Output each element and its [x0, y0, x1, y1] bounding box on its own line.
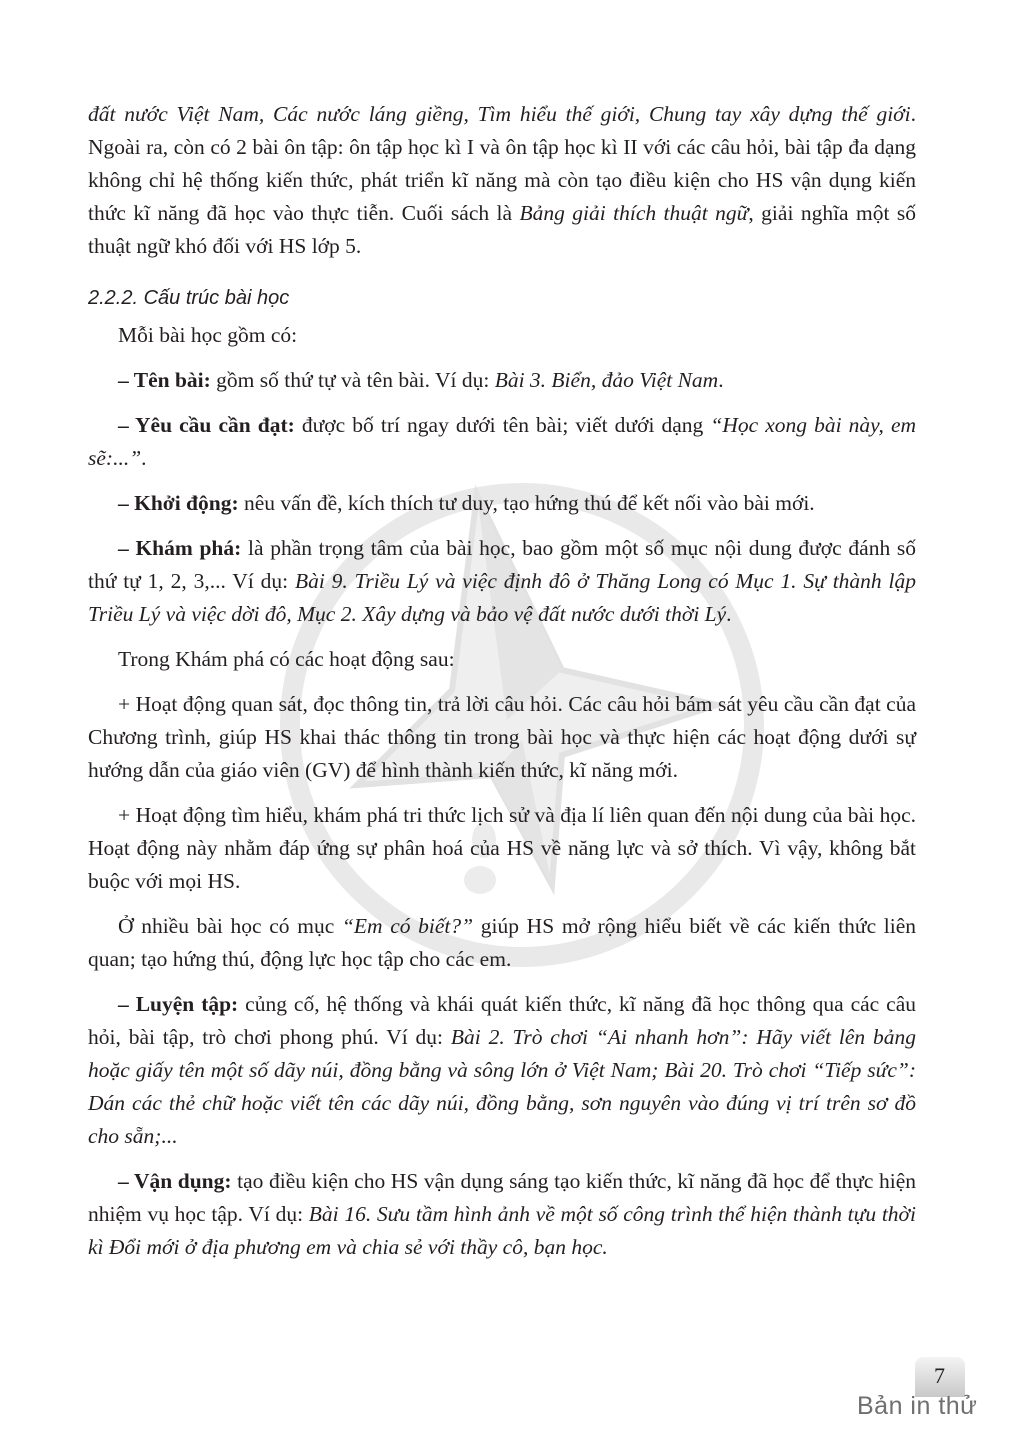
item-luyen-tap: – Luyện tập: củng cố, hệ thống và khái quát kiến thức, kĩ năng đã học thông qua các câu hỏi, bài tập, trò chơi phong phú. Ví dụ: Bài 2. Trò chơi “Ai nhanh hơn”: Hãy viết lên bảng hoặc giấy tên một số dãy núi, đồng bằng và sông lớn ở Việt Nam; Bài 20. Trò chơi “Tiếp sức”: Dán các thẻ chữ hoặc viết tên các dãy núi, đồng bằng, sơn nguyên vào đúng vị trí trên sơ đồ cho sẵn;...	[88, 992, 916, 1148]
em-co-biet-paragraph: Ở nhiều bài học có mục “Em có biết?” giúp HS mở rộng hiểu biết về các kiến thức liên quan; tạo hứng thú, động lực học tập cho các em.	[88, 914, 917, 971]
activity-1: + Hoạt động quan sát, đọc thông tin, trả lời câu hỏi. Các câu hỏi bám sát yêu cầu cần đạt của Chương trình, giúp HS khai thác thông tin trong bài học và thực hiện các hoạt động dưới sự hướng dẫn của giáo viên (GV) để hình thành kiến thức, kĩ năng mới.	[88, 692, 916, 782]
page-number: 7	[934, 1363, 945, 1388]
item-ten-bai: – Tên bài: gồm số thứ tự và tên bài. Ví dụ: Bài 3. Biển, đảo Việt Nam.	[118, 368, 724, 392]
activities-intro: Trong Khám phá có các hoạt động sau:	[118, 647, 455, 671]
draft-stamp: Bản in thử	[857, 1392, 978, 1420]
item-kham-pha: – Khám phá: là phần trọng tâm của bài học, bao gồm một số mục nội dung được đánh số thứ tự 1, 2, 3,... Ví dụ: Bài 9. Triều Lý và việc định đô ở Thăng Long có Mục 1. Sự thành lập Triều Lý và việc dời đô, Mục 2. Xây dựng và bảo vệ đất nước dưới thời Lý.	[88, 536, 916, 626]
structure-intro: Mỗi bài học gồm có:	[118, 323, 298, 347]
intro-paragraph: đất nước Việt Nam, Các nước láng giềng, Tìm hiểu thế giới, Chung tay xây dựng thế giới. Ngoài ra, còn có 2 bài ôn tập: ôn tập học kì I và ôn tập học kì II với các câu hỏi, bài tập đa dạng không chỉ hệ thống kiến thức, phát triển kĩ năng mà còn tạo điều kiện cho HS vận dụng kiến thức kĩ năng đã học vào thực tiễn. Cuối sách là Bảng giải thích thuật ngữ, giải nghĩa một số thuật ngữ khó đối với HS lớp 5.	[88, 102, 916, 258]
page-content	[88, 98, 916, 1264]
section-heading: 2.2.2. Cấu trúc bài học	[88, 287, 290, 309]
page-number-tab	[915, 1357, 965, 1397]
activity-2: + Hoạt động tìm hiểu, khám phá tri thức lịch sử và địa lí liên quan đến nội dung của bài học. Hoạt động này nhằm đáp ứng sự phân hoá của HS về năng lực và sở thích. Vì vậy, không bắt buộc với mọi HS.	[88, 803, 916, 893]
item-yeu-cau-can-dat: – Yêu cầu cần đạt: được bố trí ngay dưới tên bài; viết dưới dạng “Học xong bài này, em sẽ:...”.	[88, 413, 917, 470]
item-van-dung: – Vận dụng: tạo điều kiện cho HS vận dụng sáng tạo kiến thức, kĩ năng đã học để thực hiện nhiệm vụ học tập. Ví dụ: Bài 16. Sưu tầm hình ảnh về một số công trình thể hiện thành tựu thời kì Đổi mới ở địa phương em và chia sẻ với thầy cô, bạn học.	[88, 1169, 916, 1259]
item-khoi-dong: – Khởi động: nêu vấn đề, kích thích tư duy, tạo hứng thú để kết nối vào bài mới.	[118, 491, 815, 515]
